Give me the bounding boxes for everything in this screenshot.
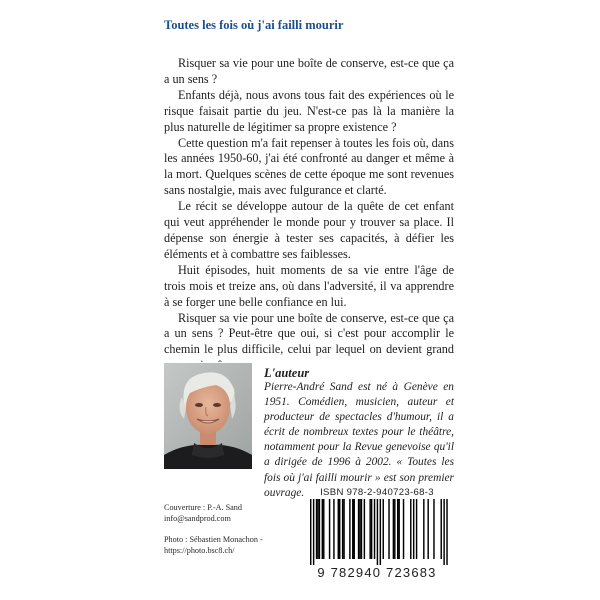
- blurb-paragraph: Le récit se développe autour de la quête de cet enfant qui veut appréhender le monde pour y trouver sa place. Il dépense son énergie à tester ses capacités, à défier les éléments et à combattre ses faiblesses.: [164, 199, 454, 261]
- barcode-bar: [416, 499, 417, 559]
- barcode-bar: [352, 499, 353, 559]
- barcode-bar: [358, 499, 359, 559]
- barcode-bar: [446, 499, 447, 565]
- barcode-bar: [441, 499, 442, 559]
- barcode-bar: [369, 499, 370, 559]
- barcode-bar: [393, 499, 394, 559]
- isbn-label: ISBN 978-2-940723-68-3: [320, 487, 434, 498]
- barcode-bar: [361, 499, 362, 559]
- barcode-bar: [423, 499, 424, 559]
- barcode-bar: [323, 499, 324, 559]
- barcode-bar: [388, 499, 389, 559]
- barcode-digits: 9 782940 723683: [317, 565, 437, 580]
- barcode-bar: [342, 499, 343, 559]
- author-heading: L'auteur: [264, 366, 310, 380]
- book-title: Toutes les fois où j'ai failli mourir: [164, 18, 344, 32]
- barcode-bar: [343, 499, 344, 559]
- barcode-bar: [394, 499, 395, 559]
- cover-credits: [164, 502, 242, 524]
- blurb-paragraph: Risquer sa vie pour une boîte de conserve, est-ce que ça a un sens ?: [164, 56, 454, 86]
- barcode-bar: [427, 499, 428, 559]
- barcode-bar: [433, 499, 434, 559]
- barcode-bar: [333, 499, 334, 559]
- barcode-bar: [374, 499, 375, 559]
- author-bio: Pierre-André Sand est né à Genève en 1951. Comédien, musicien, auteur et producteur de spectacles d'humour, il a écrit de nombreux textes pour le théâtre, notamment pour la Revue genevoise qu'il a dirigée de 1996 à 2002. « Toutes les fois où j'ai failli mourir » est son premier ouvrage.: [264, 381, 454, 499]
- barcode-bar: [329, 499, 330, 559]
- contact-email: info@sandprod.com: [164, 514, 231, 523]
- barcode-bar: [371, 499, 372, 559]
- barcode-bar: [377, 499, 378, 565]
- photo-url: https://photo.bsc8.ch/: [164, 546, 235, 555]
- author-portrait-icon: [164, 363, 252, 469]
- barcode-bar: [443, 499, 444, 565]
- barcode-bar: [339, 499, 340, 559]
- barcode-bar: [410, 499, 411, 559]
- barcode-bar: [349, 499, 350, 559]
- barcode-bar: [317, 499, 318, 559]
- barcode-bar: [397, 499, 398, 559]
- barcode-bar: [338, 499, 339, 559]
- book-blurb: [164, 56, 454, 374]
- barcode-bar: [380, 499, 381, 565]
- cover-credit: Couverture : P.-A. Sand: [164, 503, 242, 512]
- isbn-barcode: [300, 487, 454, 583]
- barcode-bar: [322, 499, 323, 559]
- barcode-bar: [364, 499, 365, 559]
- barcode-bar: [403, 499, 404, 559]
- photo-credit: Photo : Sébastien Monachon -: [164, 535, 263, 544]
- barcode-bar: [313, 499, 314, 565]
- barcode-bars-icon: [300, 499, 454, 565]
- barcode-bar: [316, 499, 317, 559]
- barcode-bar: [310, 499, 311, 565]
- barcode-bar: [354, 499, 355, 559]
- barcode-bar: [359, 499, 360, 559]
- barcode-bar: [383, 499, 384, 559]
- author-photo: [164, 363, 252, 469]
- blurb-paragraph: Risquer sa vie pour une boîte de conserve, est-ce que ça a un sens ? Peut-être que oui, si c'est pour accomplir le chemin le plus difficile, celui par lequel on devient grand: [164, 310, 454, 357]
- blurb-paragraph: Cette question m'a fait repenser à toutes les fois où, dans les années 1950-60, j'ai été confronté au danger et même à la mort. Quelques scènes de cette époque me sont revenues sans nostalgie, mais avec fulgurance et clarté.: [164, 135, 455, 198]
- blurb-paragraph: Enfants déjà, nous avons tous fait des expériences où le risque faisait partie du jeu. N'est-ce pas là la manière la plus naturelle de légitimer sa propre existence ?: [164, 87, 454, 134]
- barcode-bar: [413, 499, 414, 559]
- barcode-bar: [398, 499, 399, 559]
- blurb-paragraph: Huit épisodes, huit moments de sa vie entre l'âge de trois mois et treize ans, où dans l'adversité, il va apprendre à se forger une belle confiance en lui.: [164, 262, 454, 309]
- photo-credits: [164, 534, 263, 556]
- barcode-bar: [319, 499, 320, 559]
